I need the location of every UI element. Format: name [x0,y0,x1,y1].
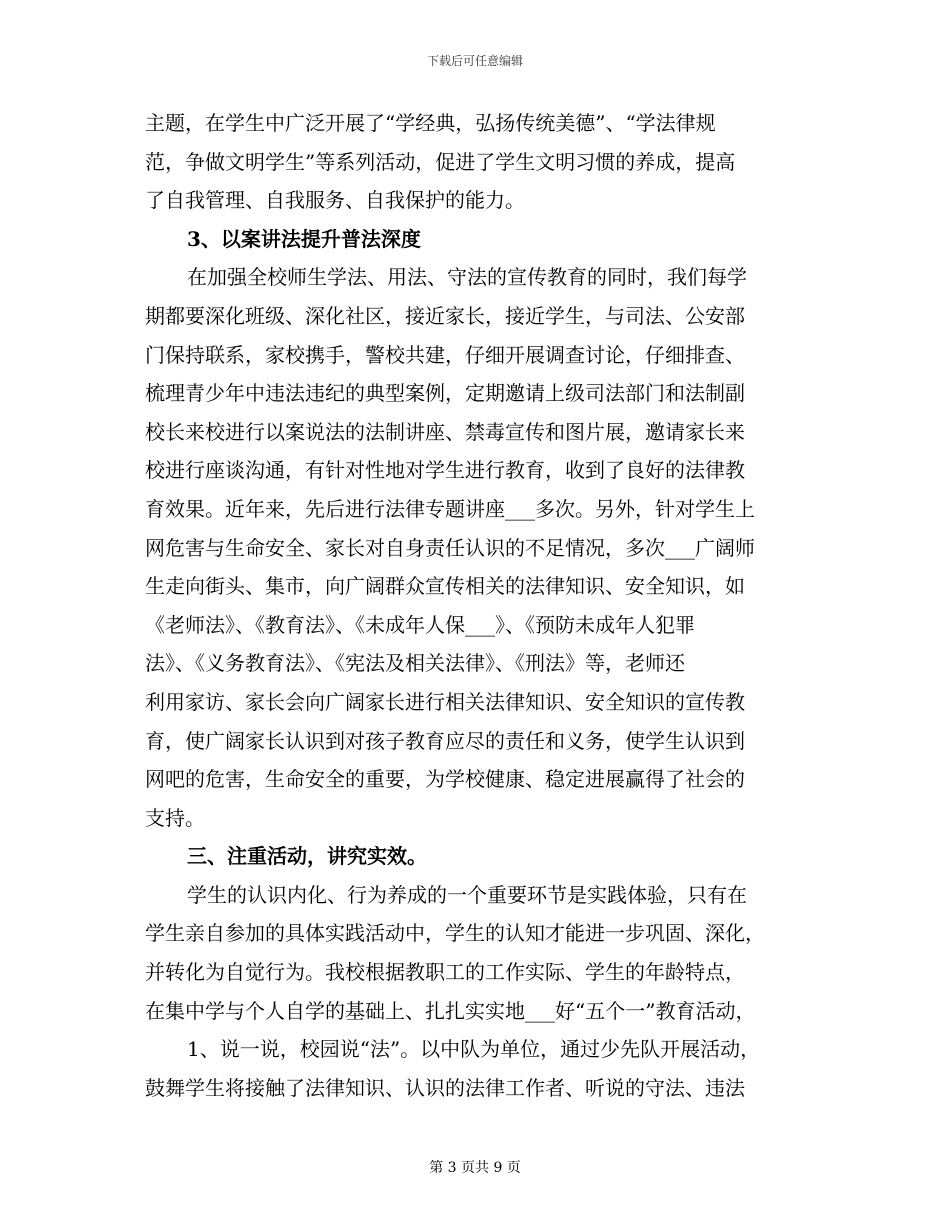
text-line: 鼓舞学生将接触了法律知识、认识的法律工作者、听说的守法、违法 [145,1075,745,1100]
text-line: 学生亲自参加的具体实践活动中，学生的认知才能进一步巩固、深化， [145,921,765,946]
section-heading: 三、注重活动，讲究实效。 [187,844,427,869]
text-line: 育效果。近年来，先后进行法律专题讲座___多次。另外，针对学生上 [145,496,755,521]
paragraph-first-line: 在加强全校师生学法、用法、守法的宣传教育的同时，我们每学 [187,265,747,290]
text-line: 梳理青少年中违法违纪的典型案例，定期邀请上级司法部门和法制副 [145,381,745,406]
text-line: 《老师法》、《教育法》、《未成年人保___》、《预防未成年人犯罪 [145,612,695,637]
text-line: 生走向街头、集市，向广阔群众宣传相关的法律知识、安全知识，如 [145,574,745,599]
text-line: 并转化为自觉行为。我校根据教职工的工作实际、学生的年龄特点， [145,960,745,985]
text-line: 法》、《义务教育法》、《宪法及相关法律》、《刑法》等，老师还 [145,651,685,676]
text-line: 范，争做文明学生”等系列活动，促进了学生文明习惯的养成，提高 [145,149,736,174]
text-line: 校进行座谈沟通，有针对性地对学生进行教育，收到了良好的法律教 [145,458,745,483]
text-line: 在集中学与个人自学的基础上、扎扎实实地___好“五个一”教育活动， [145,998,756,1023]
text-line: 育，使广阔家长认识到对孩子教育应尽的责任和义务，使学生认识到 [145,728,745,753]
text-line: 门保持联系，家校携手，警校共建，仔细开展调查讨论，仔细排查、 [145,342,745,367]
text-line: 网吧的危害，生命安全的重要，为学校健康、稳定进展赢得了社会的 [145,767,745,792]
text-line: 期都要深化班级、深化社区，接近家长，接近学生，与司法、公安部 [145,303,745,328]
paragraph-first-line: 1、说一说，校园说“法”。以中队为单位，通过少先队开展活动， [187,1037,761,1062]
page-footer: 第 3 页共 9 页 [429,1160,521,1176]
text-line: 利用家访、家长会向广阔家长进行相关法律知识、安全知识的宣传教 [145,689,745,714]
text-line: 主题，在学生中广泛开展了“学经典，弘扬传统美德”、“学法律规 [145,111,716,135]
text-line: 校长来校进行以案说法的法制讲座、禁毒宣传和图片展，邀请家长来 [145,419,745,444]
text-line: 支持。 [145,805,205,830]
document-body [145,104,825,1107]
page-header: 下载后可任意编辑 [426,54,523,68]
text-line: 了自我管理、自我服务、自我保护的能力。 [145,188,525,213]
text-line: 网危害与生命安全、家长对自身责任认识的不足情况，多次___广阔师 [145,535,755,560]
paragraph-first-line: 学生的认识内化、行为养成的一个重要环节是实践体验，只有在 [187,882,747,907]
section-heading: 3、以案讲法提升普法深度 [187,226,421,251]
